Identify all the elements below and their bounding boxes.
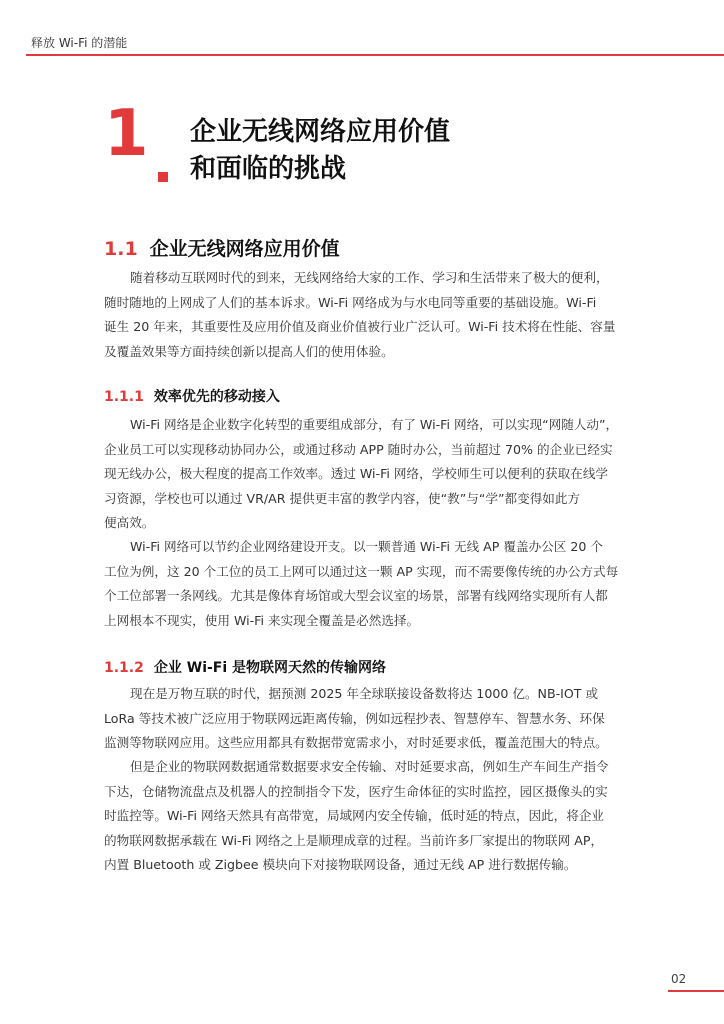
paragraph-line: Wi-Fi 网络可以节约企业网络建设开支。以一颗普通 Wi-Fi 无线 AP 覆盖办公区 20 个 <box>130 539 603 554</box>
paragraph-line: 随着移动互联网时代的到来，无线网络给大家的工作、学习和生活带来了极大的便利， <box>130 270 609 285</box>
paragraph-line: 现在是万物互联的时代，据预测 2025 年全球联接设备数将达 1000 亿。NB-IOT 或 <box>130 686 599 701</box>
paragraph-line: 下达，仓储物流盘点及机器人的控制指令下发，医疗生命体征的实时监控，园区摄像头的实 <box>104 783 608 799</box>
section-heading-1-1 <box>104 234 340 261</box>
section-title: 企业无线网络应用价值 <box>149 238 340 260</box>
subsection-number: 1.1.2 <box>104 660 144 676</box>
paragraph-1-1-1-b <box>104 535 649 633</box>
paragraph-line: 现无线办公，极大程度的提高工作效率。透过 Wi-Fi 网络，学校师生可以便利的获取在线学 <box>104 466 609 481</box>
subsection-title: 效率优先的移动接入 <box>153 389 280 405</box>
paragraph-1-1 <box>104 266 649 364</box>
subsection-heading-1-1-1 <box>104 386 280 406</box>
paragraph-1-1-1-a <box>104 413 649 536</box>
running-header: 释放 Wi-Fi 的潜能 <box>31 36 128 50</box>
subsection-number: 1.1.1 <box>104 389 144 405</box>
subsection-heading-1-1-2 <box>104 657 386 677</box>
section-number: 1.1 <box>104 238 138 260</box>
paragraph-line: LoRa 等技术被广泛应用于物联网远距离传输，例如远程抄表、智慧停车、智慧水务、环保 <box>104 710 605 726</box>
paragraph-line: 诞生 20 年来，其重要性及应用价值及商业价值被行业广泛认可。Wi-Fi 技术将在性能、容量 <box>104 319 616 334</box>
paragraph-line: 上网根本不现实，使用 Wi-Fi 来实现全覆盖是必然选择。 <box>104 612 420 628</box>
footer-rule <box>668 990 724 992</box>
paragraph-line: 便高效。 <box>104 515 155 530</box>
paragraph-line: 工位为例，这 20 个工位的员工上网可以通过这一颗 AP 实现，而不需要像传统的办公方式每 <box>104 563 619 579</box>
paragraph-line: 及覆盖效果等方面持续创新以提高人们的使用体验。 <box>104 343 394 359</box>
chapter-title-line: 和面临的挑战 <box>190 154 347 184</box>
paragraph-line: 个工位部署一条网线。尤其是像体育场馆或大型会议室的场景，部署有线网络实现所有人都 <box>104 588 608 603</box>
paragraph-line: 监测等物联网应用。这些应用都具有数据带宽需求小，对时延要求低，覆盖范围大的特点。 <box>104 735 608 750</box>
paragraph-line: 时监控等。Wi-Fi 网络天然具有高带宽，局域网内安全传输，低时延的特点，因此，将企业 <box>104 808 605 823</box>
paragraph-line: 但是企业的物联网数据通常数据要求安全传输、对时延要求高，例如生产车间生产指令 <box>130 759 609 774</box>
chapter-number: 1 <box>104 97 147 171</box>
paragraph-line: 企业员工可以实现移动协同办公，或通过移动 APP 随时办公，当前超过 70% 的企业已经实 <box>104 441 613 457</box>
header-rule <box>26 54 724 56</box>
page-number: 02 <box>671 972 687 986</box>
paragraph-1-1-2-b <box>104 755 649 878</box>
paragraph-line: 的物联网数据承载在 Wi-Fi 网络之上是顺理成章的过程。当前许多厂家提出的物联网 AP， <box>104 832 604 848</box>
subsection-title: 企业 Wi-Fi 是物联网天然的传输网络 <box>153 660 387 676</box>
chapter-title <box>190 114 450 188</box>
paragraph-line: Wi-Fi 网络是企业数字化转型的重要组成部分，有了 Wi-Fi 网络，可以实现“网随人动”， <box>130 417 619 432</box>
paragraph-line: 随时随地的上网成了人们的基本诉求。Wi-Fi 网络成为与水电同等重要的基础设施。Wi-Fi <box>104 294 597 310</box>
paragraph-1-1-2-a <box>104 682 649 756</box>
paragraph-line: 内置 Bluetooth 或 Zigbee 模块向下对接物联网设备，通过无线 AP 进行数据传输。 <box>104 857 577 872</box>
chapter-number-dot <box>158 172 168 182</box>
paragraph-line: 习资源，学校也可以通过 VR/AR 提供更丰富的教学内容，使“教”与“学”都变得如此方 <box>104 490 581 506</box>
chapter-title-line: 企业无线网络应用价值 <box>190 117 451 147</box>
